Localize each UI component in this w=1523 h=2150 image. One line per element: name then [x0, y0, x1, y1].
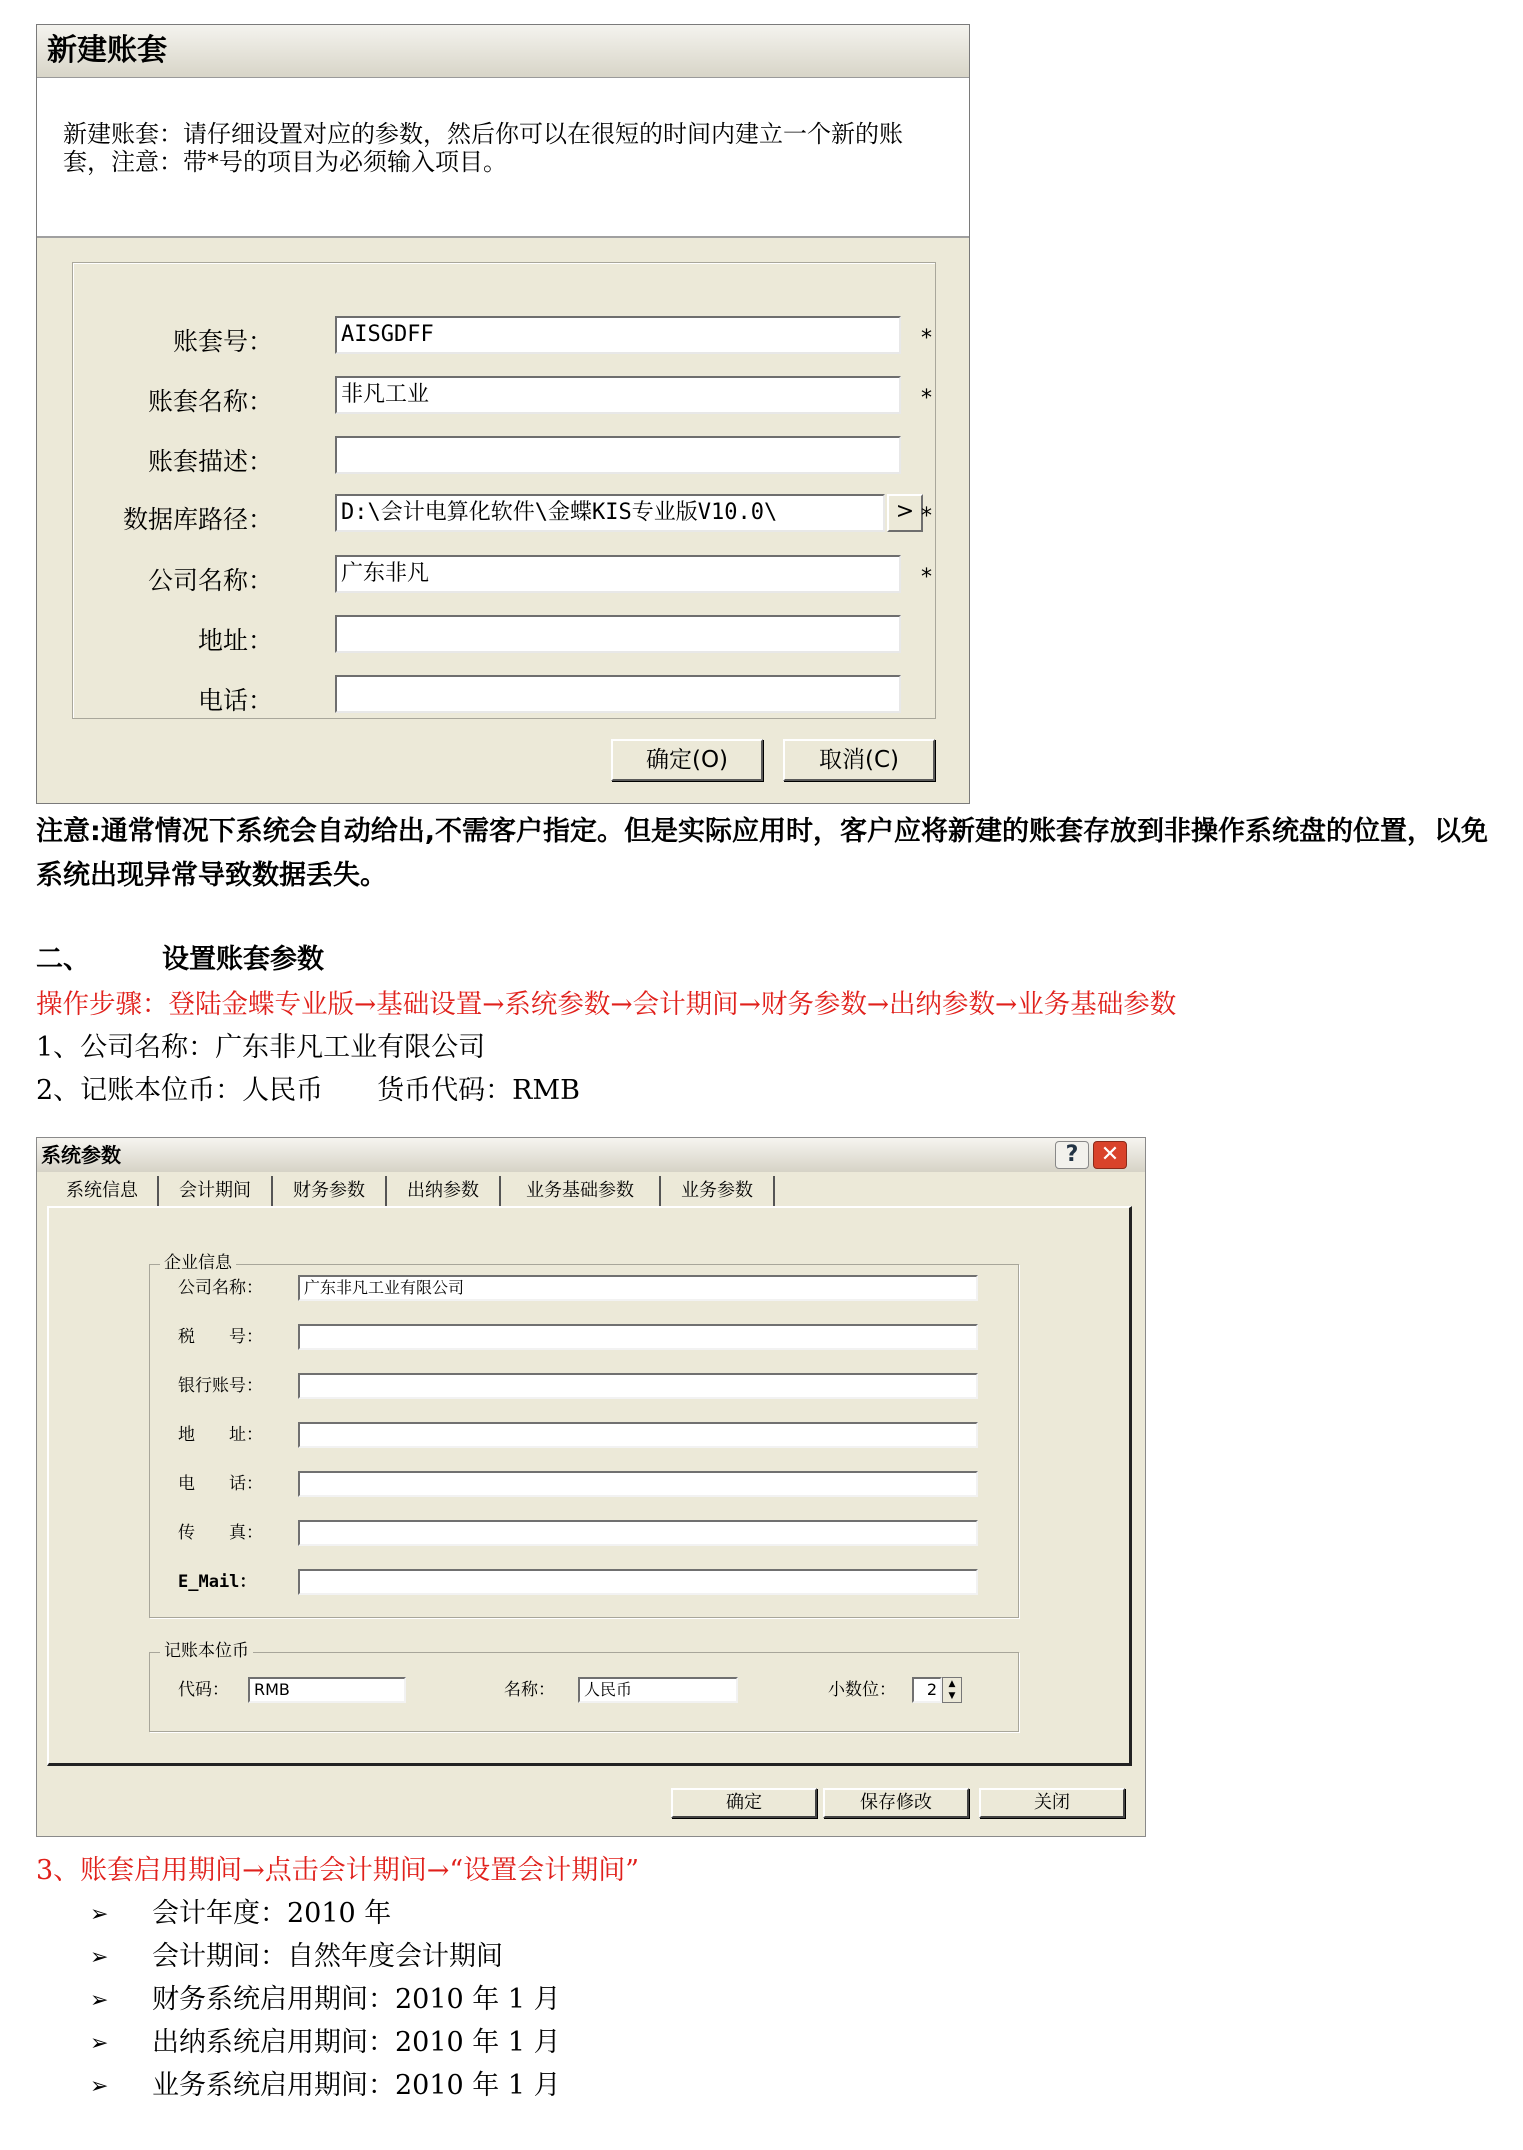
dialog-title: 系统参数: [37, 1138, 1145, 1172]
item-accounting-period: 3、账套启用期间→点击会计期间→“设置会计期间”: [36, 1855, 640, 1886]
company-name-input[interactable]: 广东非凡工业有限公司: [298, 1275, 978, 1301]
arrow-bullet-icon: ➢: [90, 2074, 109, 2099]
item-base-currency: 2、记账本位币：人民币 货币代码：RMB: [36, 1075, 580, 1106]
cancel-button[interactable]: 取消(C): [783, 739, 935, 781]
decimal-places-input[interactable]: 2: [912, 1677, 942, 1703]
arrow-bullet-icon: ➢: [90, 1902, 109, 1927]
decimal-places-spinner[interactable]: [942, 1677, 962, 1703]
fields-group: [72, 262, 936, 719]
company-info-group: [149, 1253, 1019, 1618]
account-description-label: 账套描述：: [147, 447, 273, 476]
tab-business-base-params[interactable]: 业务基础参数: [501, 1176, 661, 1206]
company-name-input[interactable]: 广东非凡: [335, 555, 901, 593]
group-title: 企业信息: [160, 1253, 236, 1273]
close-button[interactable]: 关闭: [979, 1788, 1125, 1818]
section-heading: [36, 945, 324, 975]
fax-input[interactable]: [298, 1520, 978, 1546]
field-row-database-path: [73, 494, 935, 534]
field-row-phone: [73, 675, 935, 715]
account-number-input[interactable]: AISGDFF: [335, 316, 901, 354]
ok-button[interactable]: 确定: [671, 1788, 817, 1818]
close-icon[interactable]: ✕: [1093, 1141, 1127, 1169]
base-currency-group: [149, 1641, 1019, 1732]
bank-account-label: 银行账号：: [178, 1376, 263, 1396]
bank-account-input[interactable]: [298, 1373, 978, 1399]
decimal-places-label: 小数位：: [828, 1680, 896, 1700]
help-icon[interactable]: ?: [1055, 1141, 1089, 1169]
tax-number-input[interactable]: [298, 1324, 978, 1350]
ok-button[interactable]: 确定(O): [611, 739, 763, 781]
required-marker: *: [921, 326, 932, 351]
group-title: 记账本位币: [160, 1641, 253, 1661]
tab-system-info[interactable]: 系统信息: [47, 1176, 159, 1206]
section-number: 二、: [36, 944, 90, 975]
address-input[interactable]: [335, 615, 901, 653]
phone-label: 电话：: [197, 686, 273, 715]
field-row-account-description: [73, 436, 935, 476]
list-item-text: 出纳系统启用期间：2010 年 1 月: [152, 2027, 561, 2058]
list-item-text: 会计年度：2010 年: [152, 1898, 392, 1929]
fax-label: 传 真：: [178, 1523, 263, 1543]
currency-code-input[interactable]: RMB: [248, 1677, 406, 1703]
phone-input[interactable]: [298, 1471, 978, 1497]
field-row-account-number: [73, 316, 935, 356]
email-label: E_Mail：: [178, 1572, 257, 1592]
email-input[interactable]: [298, 1569, 978, 1595]
required-marker: *: [921, 504, 932, 529]
tab-finance-params[interactable]: 财务参数: [273, 1176, 387, 1206]
arrow-bullet-icon: ➢: [90, 1988, 109, 2013]
field-row-company-name: [73, 555, 935, 595]
account-name-input[interactable]: 非凡工业: [335, 376, 901, 414]
company-name-label: 公司名称：: [178, 1278, 263, 1298]
item-company-name: 1、公司名称：广东非凡工业有限公司: [36, 1032, 486, 1063]
system-parameters-dialog: [36, 1137, 1146, 1837]
list-item-text: 业务系统启用期间：2010 年 1 月: [152, 2070, 561, 2101]
list-item-text: 会计期间：自然年度会计期间: [152, 1941, 503, 1972]
address-label: 地 址：: [178, 1425, 263, 1445]
required-marker: *: [921, 386, 932, 411]
field-row-address: [73, 615, 935, 655]
tax-number-label: 税 号：: [178, 1327, 263, 1347]
section-title: 设置账套参数: [162, 944, 324, 975]
phone-label: 电 话：: [178, 1474, 263, 1494]
list-item-text: 财务系统启用期间：2010 年 1 月: [152, 1984, 561, 2015]
dialog-title: 新建账套: [37, 25, 969, 78]
company-name-label: 公司名称：: [147, 566, 273, 595]
note-paragraph: 注意:通常情况下系统会自动给出,不需客户指定。但是实际应用时，客户应将新建的账套存放到非操作系统盘的位置，以免系统出现异常导致数据丢失。: [36, 816, 1489, 891]
save-changes-button[interactable]: 保存修改: [823, 1788, 969, 1818]
tab-panel: [47, 1206, 1132, 1766]
new-account-set-dialog: [36, 24, 970, 804]
account-number-label: 账套号：: [172, 327, 273, 356]
account-description-input[interactable]: [335, 436, 901, 474]
account-name-label: 账套名称：: [147, 387, 273, 416]
currency-name-label: 名称：: [504, 1680, 555, 1700]
database-path-label: 数据库路径：: [122, 505, 273, 534]
currency-code-label: 代码：: [178, 1680, 229, 1700]
tab-cashier-params[interactable]: 出纳参数: [387, 1176, 501, 1206]
address-input[interactable]: [298, 1422, 978, 1448]
arrow-bullet-icon: ➢: [90, 1945, 109, 1970]
browse-button[interactable]: >: [887, 494, 923, 532]
phone-input[interactable]: [335, 675, 901, 713]
tab-accounting-period[interactable]: 会计期间: [159, 1176, 273, 1206]
currency-name-input[interactable]: 人民币: [578, 1677, 738, 1703]
required-marker: *: [921, 565, 932, 590]
spin-up-icon[interactable]: ▲: [948, 1679, 956, 1689]
address-label: 地址：: [197, 626, 273, 655]
database-path-input[interactable]: D:\会计电算化软件\金蝶KIS专业版V10.0\: [335, 494, 885, 532]
operation-steps: 操作步骤：登陆金蝶专业版→基础设置→系统参数→会计期间→财务参数→出纳参数→业务基础参数: [36, 989, 1177, 1020]
spin-down-icon[interactable]: ▼: [948, 1691, 956, 1701]
dialog-description: 新建账套：请仔细设置对应的参数，然后你可以在很短的时间内建立一个新的账套，注意：带*号的项目为必须输入项目。: [37, 78, 969, 238]
field-row-account-name: [73, 376, 935, 416]
arrow-bullet-icon: ➢: [90, 2031, 109, 2056]
tab-business-params[interactable]: 业务参数: [661, 1176, 775, 1206]
